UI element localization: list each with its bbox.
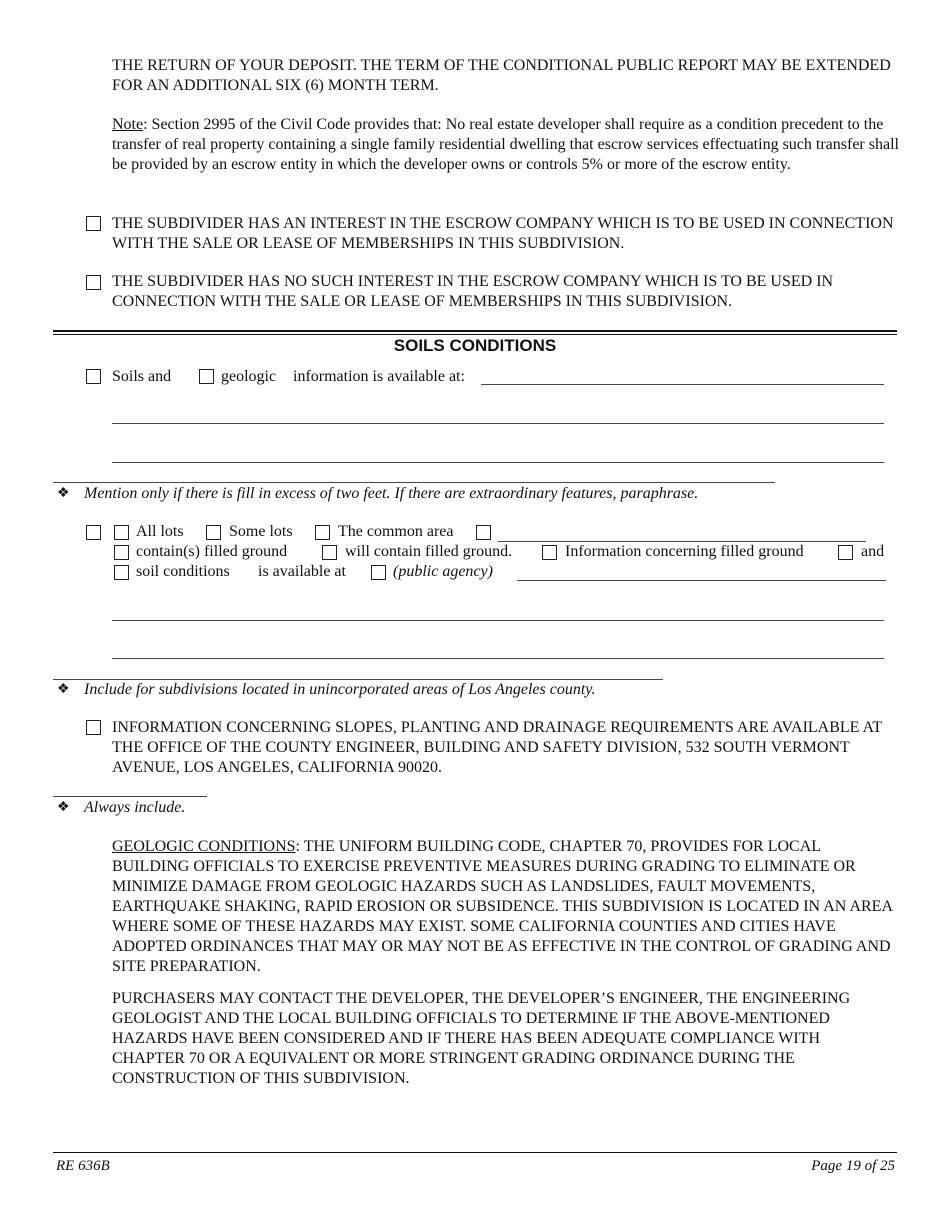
- soils-location-field-line2[interactable]: [112, 423, 884, 424]
- some-lots-label: Some lots: [229, 523, 293, 540]
- instruction-rule: [53, 482, 775, 483]
- form-id: RE 636B: [56, 1158, 110, 1174]
- civil-code-note: [112, 115, 902, 175]
- public-agency-checkbox[interactable]: [371, 565, 386, 580]
- always-include-instruction: Always include.: [84, 799, 186, 816]
- common-area-checkbox[interactable]: [315, 525, 330, 540]
- info-available-label: information is available at:: [293, 368, 465, 385]
- some-lots-checkbox[interactable]: [206, 525, 221, 540]
- page-number: Page 19 of 25: [811, 1158, 895, 1174]
- la-county-instruction: Include for subdivisions located in unincorporated areas of Los Angeles county.: [84, 681, 596, 698]
- escrow-interest-option: THE SUBDIVIDER HAS AN INTEREST IN THE ESCROW COMPANY WHICH IS TO BE USED IN CONNECTION WITH THE SALE OR LEASE OF MEMBERSHIPS IN THIS SUBDIVISION.: [112, 215, 894, 252]
- geologic-conditions-text: : THE UNIFORM BUILDING CODE, CHAPTER 70, PROVIDES FOR LOCAL BUILDING OFFICIALS TO EXERCISE PREVENTIVE MEASURES DURING GRADING TO ELIMINATE OR MINIMIZE DAMAGE FROM GEOLOGIC HAZARDS SUCH AS LANDSLIDES, FAULT MOVEMENTS, EARTHQUAKE SHAKING, RAPID EROSION OR SUBSIDENCE. THIS SUBDIVISION IS LOCATED IN AN AREA WHERE SOME OF THESE HAZARDS MAY EXIST. SOME CALIFORNIA COUNTIES AND CITIES HAVE ADOPTED ORDINANCES THAT MAY OR MAY NOT BE AS EFFECTIVE IN THE CONTROL OF GRADING AND SITE PREPARATION.: [112, 838, 893, 975]
- geologic-conditions-paragraph: [112, 837, 896, 977]
- soil-conditions-label: soil conditions: [136, 563, 230, 580]
- section-divider-inner: [53, 334, 897, 335]
- public-agency-label: (public agency): [393, 563, 493, 580]
- all-lots-label: All lots: [136, 523, 184, 540]
- slopes-info-text: INFORMATION CONCERNING SLOPES, PLANTING AND DRAINAGE REQUIREMENTS ARE AVAILABLE AT THE OFFICE OF THE COUNTY ENGINEER, BUILDING AND SAFETY DIVISION, 532 SOUTH VERMONT AVENUE, LOS ANGELES, CALIFORNIA 90020.: [112, 719, 882, 776]
- geologic-conditions-label: GEOLOGIC CONDITIONS: [112, 838, 296, 855]
- geologic-checkbox[interactable]: [199, 369, 214, 384]
- other-area-checkbox[interactable]: [476, 525, 491, 540]
- bullet-icon: ❖: [57, 682, 70, 697]
- escrow-no-interest-checkbox[interactable]: [86, 275, 101, 290]
- info-filled-label: Information concerning filled ground: [565, 543, 804, 560]
- instruction-rule: [53, 796, 207, 797]
- soils-heading: SOILS CONDITIONS: [393, 336, 557, 355]
- public-agency-field-line2[interactable]: [112, 620, 884, 621]
- contains-filled-label: contain(s) filled ground: [136, 543, 288, 560]
- bullet-icon: ❖: [57, 486, 70, 501]
- soils-location-field[interactable]: [481, 384, 884, 385]
- common-area-label: The common area: [338, 523, 454, 540]
- deposit-return-paragraph: THE RETURN OF YOUR DEPOSIT. THE TERM OF THE CONDITIONAL PUBLIC REPORT MAY BE EXTENDED FOR AN ADDITIONAL SIX (6) MONTH TERM.: [112, 57, 891, 94]
- soils-and-label: Soils and: [112, 368, 172, 385]
- soils-location-field-line3[interactable]: [112, 462, 884, 463]
- public-agency-field[interactable]: [517, 580, 886, 581]
- footer-rule: [53, 1152, 897, 1153]
- geologic-label: geologic: [221, 368, 277, 385]
- and-checkbox[interactable]: [838, 545, 853, 560]
- is-available-at-label: is available at: [258, 563, 346, 580]
- section-divider: [53, 330, 897, 332]
- will-contain-label: will contain filled ground.: [345, 543, 513, 560]
- fill-option-checkbox[interactable]: [86, 525, 101, 540]
- soil-conditions-checkbox[interactable]: [114, 565, 129, 580]
- public-agency-field-line3[interactable]: [112, 658, 884, 659]
- all-lots-checkbox[interactable]: [114, 525, 129, 540]
- note-label: Note: [112, 116, 144, 133]
- fill-instruction: Mention only if there is fill in excess of two feet. If there are extraordinary features, paraphrase.: [84, 485, 699, 502]
- will-contain-checkbox[interactable]: [322, 545, 337, 560]
- purchasers-paragraph: PURCHASERS MAY CONTACT THE DEVELOPER, THE DEVELOPER’S ENGINEER, THE ENGINEERING GEOLOGIST AND THE LOCAL BUILDING OFFICIALS TO DETERMINE IF THE ABOVE-MENTIONED HAZARDS HAVE BEEN CONSIDERED AND IF THERE HAS BEEN ADEQUATE COMPLIANCE WITH CHAPTER 70 OR A EQUIVALENT OR MORE STRINGENT GRADING ORDINANCE DURING THE CONSTRUCTION OF THIS SUBDIVISION.: [112, 990, 851, 1087]
- escrow-interest-checkbox[interactable]: [86, 216, 101, 231]
- note-text: : Section 2995 of the Civil Code provides that: No real estate developer shall require as a condition precedent to the transfer of real property containing a single family residential dwelling that escrow services effectuating such transfer shall be provided by an escrow entity in which the developer owns or controls 5% or more of the escrow entity.: [112, 116, 899, 173]
- info-filled-checkbox[interactable]: [542, 545, 557, 560]
- soils-checkbox[interactable]: [86, 369, 101, 384]
- escrow-no-interest-option: THE SUBDIVIDER HAS NO SUCH INTEREST IN THE ESCROW COMPANY WHICH IS TO BE USED IN CONNECTION WITH THE SALE OR LEASE OF MEMBERSHIPS IN THIS SUBDIVISION.: [112, 273, 834, 310]
- slopes-info-checkbox[interactable]: [86, 720, 101, 735]
- contains-filled-checkbox[interactable]: [114, 545, 129, 560]
- and-label: and: [861, 543, 885, 560]
- bullet-icon: ❖: [57, 800, 70, 815]
